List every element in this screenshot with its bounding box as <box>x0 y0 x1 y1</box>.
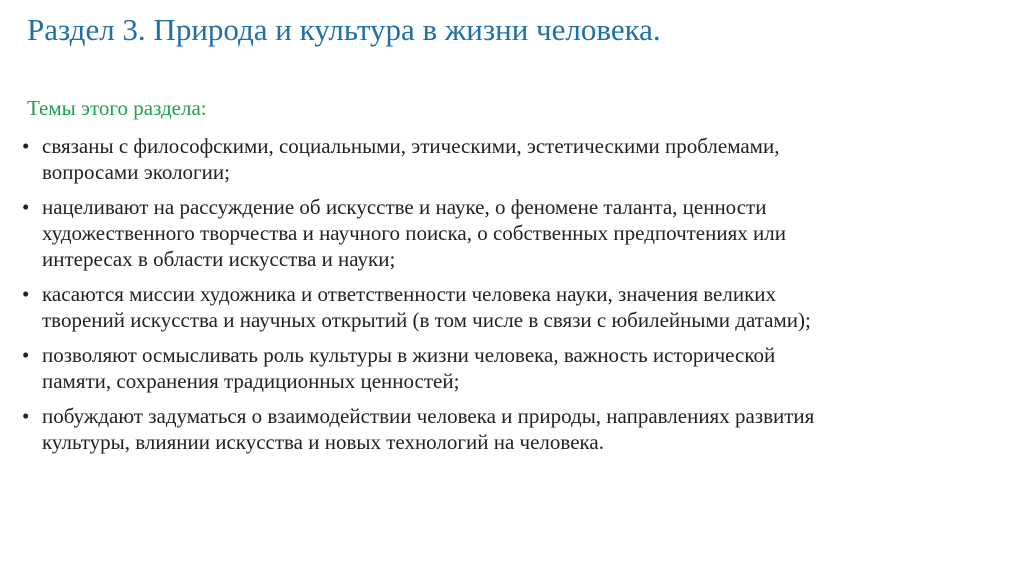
bullet-icon: • <box>22 282 30 306</box>
list-item <box>0 342 1000 394</box>
list-item <box>0 403 1000 455</box>
list-item-line: побуждают задуматься о взаимодействии человека и природы, направлениях развития <box>42 404 815 428</box>
slide-title: Раздел 3. Природа и культура в жизни человека. <box>27 12 661 47</box>
bullet-icon: • <box>22 404 30 428</box>
section-subtitle: Темы этого раздела: <box>27 96 207 120</box>
list-item-line: культуры, влиянии искусства и новых технологий на человека. <box>42 430 604 454</box>
list-item-line: касаются миссии художника и ответственности человека науки, значения великих <box>42 282 777 306</box>
list-item-line: нацеливают на рассуждение об искусстве и науке, о феномене таланта, ценности <box>42 195 767 219</box>
list-item-line: вопросами экологии; <box>42 160 230 184</box>
bullet-icon: • <box>22 343 30 367</box>
bullet-icon: • <box>22 134 30 158</box>
list-item-line: памяти, сохранения традиционных ценностей; <box>42 369 460 393</box>
list-item <box>0 281 1000 333</box>
list-item <box>0 194 1000 272</box>
topics-list <box>0 133 1000 464</box>
list-item-line: интересах в области искусства и науки; <box>42 247 396 271</box>
list-item-line: позволяют осмысливать роль культуры в жизни человека, важность исторической <box>42 343 776 367</box>
list-item-line: связаны с философскими, социальными, этическими, эстетическими проблемами, <box>42 134 780 158</box>
list-item-line: творений искусства и научных открытий (в том числе в связи с юбилейными датами); <box>42 308 811 332</box>
list-item <box>0 133 1000 185</box>
bullet-icon: • <box>22 195 30 219</box>
list-item-line: художественного творчества и научного поиска, о собственных предпочтениях или <box>42 221 786 245</box>
